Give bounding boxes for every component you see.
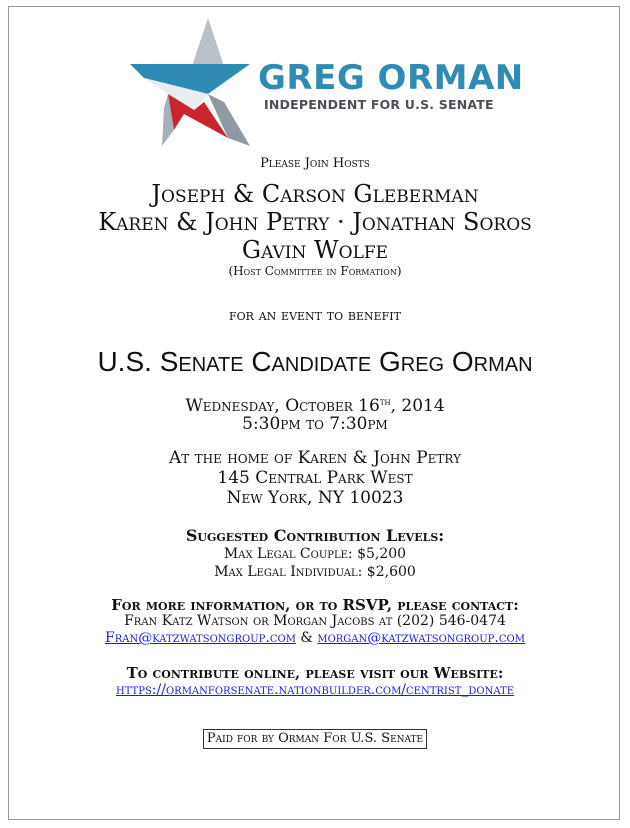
host-line-2: Karen & John Petry · Jonathan Soros — [98, 208, 532, 236]
email-link-fran[interactable]: Fran@katzwatsongroup.com — [105, 630, 296, 646]
contact-names-phone: Fran Katz Watson or Morgan Jacobs at (202) 546-0474 — [124, 613, 506, 629]
event-date-year: , 2014 — [390, 396, 445, 416]
event-time: 5:30pm to 7:30pm — [242, 414, 388, 434]
candidate-headline: U.S. Senate Candidate Greg Orman — [97, 346, 533, 377]
venue-line-1: At the home of Karen & John Petry — [168, 448, 462, 468]
logo-tagline-row — [258, 96, 498, 112]
event-date-main: Wednesday, October 16 — [185, 396, 380, 416]
email-link-morgan[interactable]: morgan@katzwatsongroup.com — [317, 630, 525, 646]
paid-for-row — [0, 727, 630, 749]
join-hosts-line: Please Join Hosts — [260, 156, 370, 171]
venue-line-2: 145 Central Park West — [217, 468, 413, 488]
host-committee-note: (Host Committee in Formation) — [228, 264, 402, 278]
host-line-1: Joseph & Carson Gleberman — [151, 180, 479, 208]
donate-link[interactable]: https://ormanforsenate.nationbuilder.com/centrist_donate — [115, 682, 515, 698]
paid-for-disclaimer: Paid for by Orman For U.S. Senate — [203, 729, 427, 749]
contribution-couple: Max Legal Couple: $5,200 — [223, 546, 407, 562]
star-logo-icon — [128, 18, 250, 146]
venue-line-3: New York, NY 10023 — [226, 488, 404, 508]
contribution-individual: Max Legal Individual: $2,600 — [214, 564, 416, 580]
logo-wordmark: GREG ORMAN — [258, 58, 524, 98]
logo-tagline: INDEPENDENT FOR U.S. SENATE — [264, 96, 494, 112]
donate-url-row — [0, 682, 630, 698]
online-heading: To contribute online, please visit our Website: — [126, 664, 504, 682]
host-line-3: Gavin Wolfe — [241, 236, 389, 264]
benefit-line: for an event to benefit — [229, 306, 401, 324]
contribution-heading: Suggested Contribution Levels: — [185, 526, 445, 545]
contact-heading: For more information, or to RSVP, please contact: — [111, 596, 519, 614]
email-separator: & — [295, 630, 318, 646]
contact-emails — [0, 630, 630, 646]
event-date-ordinal: th — [379, 397, 391, 408]
event-date — [0, 396, 630, 416]
